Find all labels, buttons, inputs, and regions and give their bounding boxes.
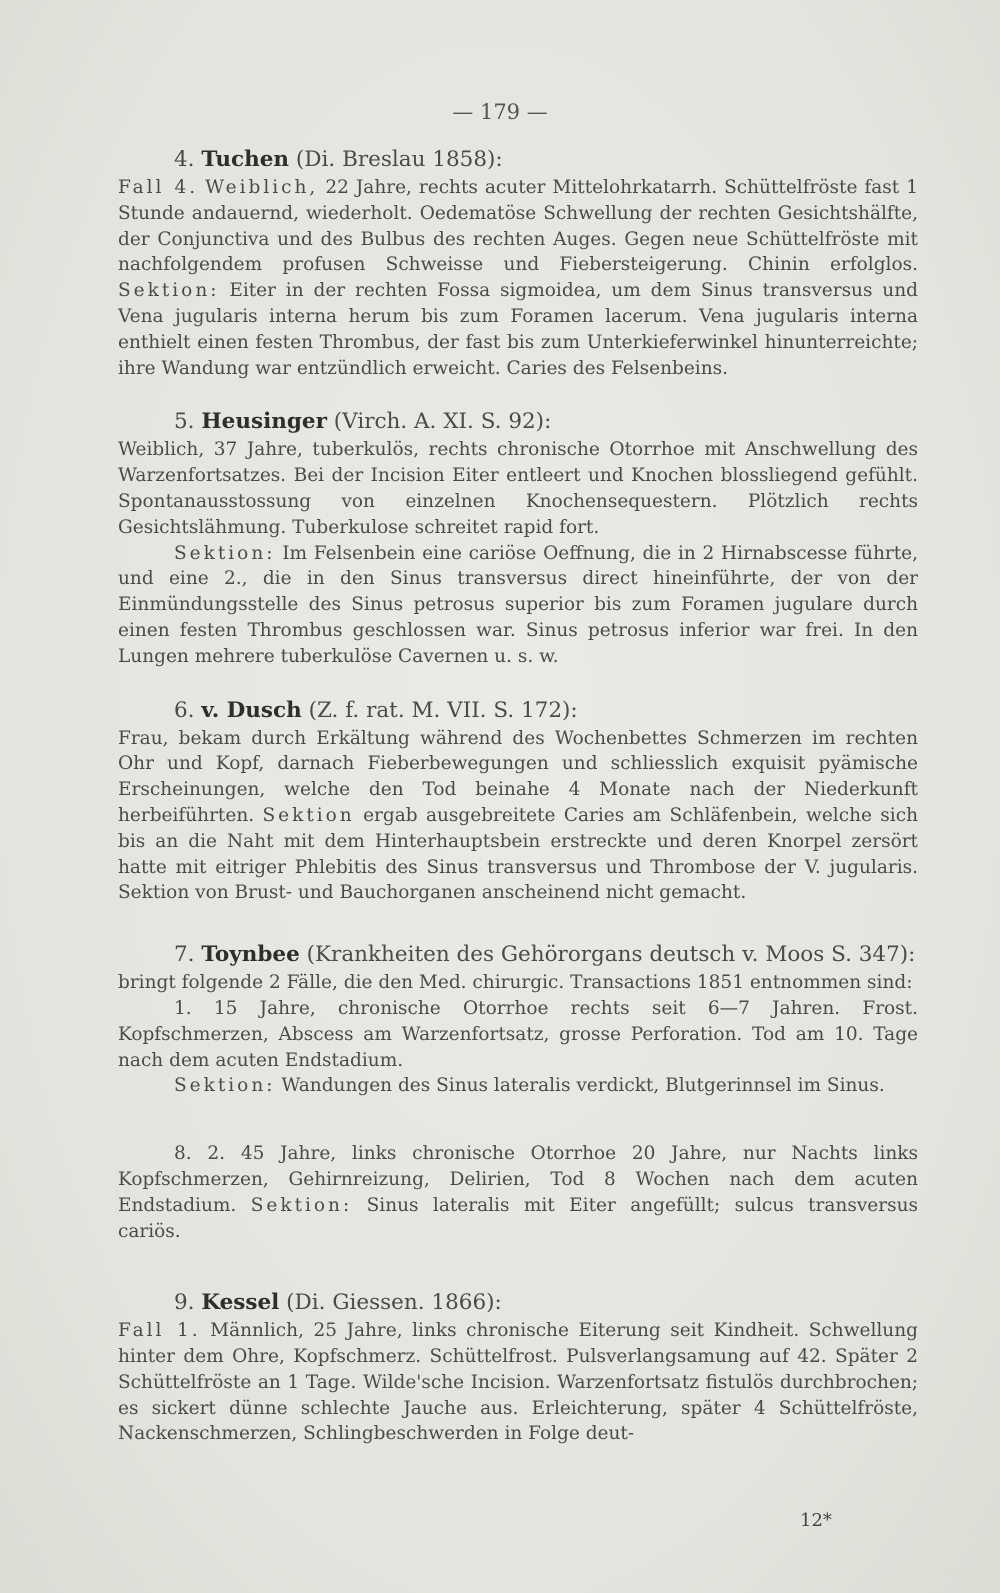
sektion-label: Sektion — [262, 804, 355, 826]
section-heading-5 — [118, 407, 918, 437]
section-heading-9 — [118, 1288, 918, 1318]
author-name: Kessel — [201, 1290, 280, 1316]
source-citation: (Krankheiten des Gehörorgans deutsch v. Moos S. 347): — [306, 942, 916, 968]
case-text: Frau, bekam durch Erkältung während des Wochenbettes Schmerzen im rechten Ohr und Kopf, darnach Fieberbewegungen und schliesslich exquisit pyämische Erscheinungen, welche den Tod beinahe 4 Monate nach der Niederkunft herbeiführten. — [118, 727, 918, 826]
sektion-label: Sektion: — [174, 1075, 276, 1097]
source-citation: (Z. f. rat. M. VII. S. 172): — [308, 697, 578, 723]
sektion-text: Wandungen des Sinus lateralis verdickt, Blutgerinnsel im Sinus. — [281, 1075, 885, 1097]
case-text: Sinus lateralis mit Eiter angefüllt; sulcus transversus cariös. — [118, 1194, 918, 1242]
signature-mark: 12* — [800, 1510, 832, 1531]
case-paragraph — [118, 1318, 918, 1447]
intro-paragraph: bringt folgende 2 Fälle, die den Med. chirurgic. Transactions 1851 entnommen sind: — [118, 972, 913, 994]
author-name: Toynbee — [201, 942, 300, 968]
section-number: 4. — [174, 147, 195, 172]
spaced-word: Weiblich, — [205, 177, 319, 198]
section-number: 5. — [174, 409, 195, 435]
case-paragraph-8 — [118, 1141, 918, 1244]
section-heading-6 — [118, 696, 918, 726]
sektion-text: Im Felsenbein eine cariöse Oeffnung, die in 2 Hirnabscesse führte, und eine 2., die in den Sinus transversus direct hineinführte, der von der Einmündungsstelle des Sinus petrosus superior bis zum Foramen jugulare durch einen festen Thrombus geschlossen war. Sinus petrosus inferior war frei. In den Lungen mehrere tuberkulöse Cavernen u. s. w. — [118, 542, 918, 667]
author-name: Tuchen — [201, 147, 290, 172]
section-number: 9. — [174, 1290, 195, 1316]
page-body — [118, 145, 918, 1447]
case-text: 22 Jahre, rechts acuter Mittelohrkatarrh. Schüttelfröste fast 1 Stunde andauernd, wiederholt. Oedematöse Schwellung der rechten Gesichtshälfte, der Conjunctiva und des Bulbus des rechten Auges. Gegen neue Schüttelfröste mit nachfolgendem profusen Schweisse und Fiebersteigerung. Chinin erfolglos. — [118, 177, 918, 276]
sektion-paragraph — [118, 541, 918, 670]
section-heading-7 — [118, 940, 918, 970]
source-citation: (Di. Giessen. 1866): — [286, 1290, 502, 1316]
case-paragraph — [118, 175, 918, 381]
case-text: Männlich, 25 Jahre, links chronische Eiterung seit Kindheit. Schwellung hinter dem Ohre, Kopfschmerz. Schüttelfrost. Pulsverlangsamung auf 42. Später 2 Schüttelfröste an 1 Tage. Wilde'sche Incision. Warzenfortsatz fistulös durchbrochen; es sickert dünne schlechte Jauche aus. Erleichterung, später 4 Schüttelfröste, Nackenschmerzen, Schlingbeschwerden in Folge deut- — [118, 1320, 918, 1445]
case-paragraph: Weiblich, 37 Jahre, tuberkulös, rechts chronische Otorrhoe mit Anschwellung des Warzenfortsatzes. Bei der Incision Eiter entleert und Knochen blossliegend gefühlt. Spontanausstossung von einzelnen Knochensequestern. Plötzlich rechts Gesichtslähmung. Tuberkulose schreitet rapid fort. — [118, 439, 918, 538]
case-text: 8. 2. 45 Jahre, links chronische Otorrhoe 20 Jahre, nur Nachts links Kopfschmerzen, Gehirnreizung, Delirien, Tod 8 Wochen nach dem acuten Endstadium. — [118, 1143, 918, 1216]
source-citation: (Virch. A. XI. S. 92): — [333, 409, 552, 435]
case-text: Eiter in der rechten Fossa sigmoidea, um dem Sinus transversus und Vena jugularis interna herum bis zum Foramen lacerum. Vena jugularis interna enthielt einen festen Thrombus, der fast bis zum Unterkieferwinkel hinunterreichte; ihre Wandung war entzündlich erweicht. Caries des Felsenbeins. — [118, 280, 918, 379]
sektion-label: Sektion: — [250, 1194, 353, 1216]
sektion-label: Sektion: — [174, 542, 276, 564]
case-label: Fall 4. — [118, 177, 199, 198]
sektion-paragraph — [118, 1073, 918, 1099]
case-label: Fall 1. — [118, 1320, 201, 1342]
section-number: 6. — [174, 697, 195, 723]
sektion-label: Sektion: — [118, 280, 220, 302]
page-number: — 179 — — [452, 100, 548, 124]
source-citation: (Di. Breslau 1858): — [295, 147, 503, 172]
case-paragraph: 1. 15 Jahre, chronische Otorrhoe rechts seit 6—7 Jahren. Frost. Kopfschmerzen, Abscess am Warzenfortsatz, grosse Perforation. Tod am 10. Tage nach dem acuten Endstadium. — [118, 997, 918, 1071]
author-name: Heusinger — [201, 409, 327, 435]
section-heading-4 — [118, 145, 918, 175]
section-number: 7. — [174, 942, 195, 968]
case-text: ergab ausgebreitete Caries am Schläfenbein, welche sich bis an die Naht mit dem Hinterhauptsbein erstreckte und deren Knorpel zersört hatte mit eitriger Phlebitis des Sinus transversus und Thrombose der V. jugularis. Sektion von Brust- und Bauchorganen anscheinend nicht gemacht. — [118, 804, 918, 904]
case-paragraph — [118, 726, 918, 907]
author-name: v. Dusch — [201, 697, 302, 723]
